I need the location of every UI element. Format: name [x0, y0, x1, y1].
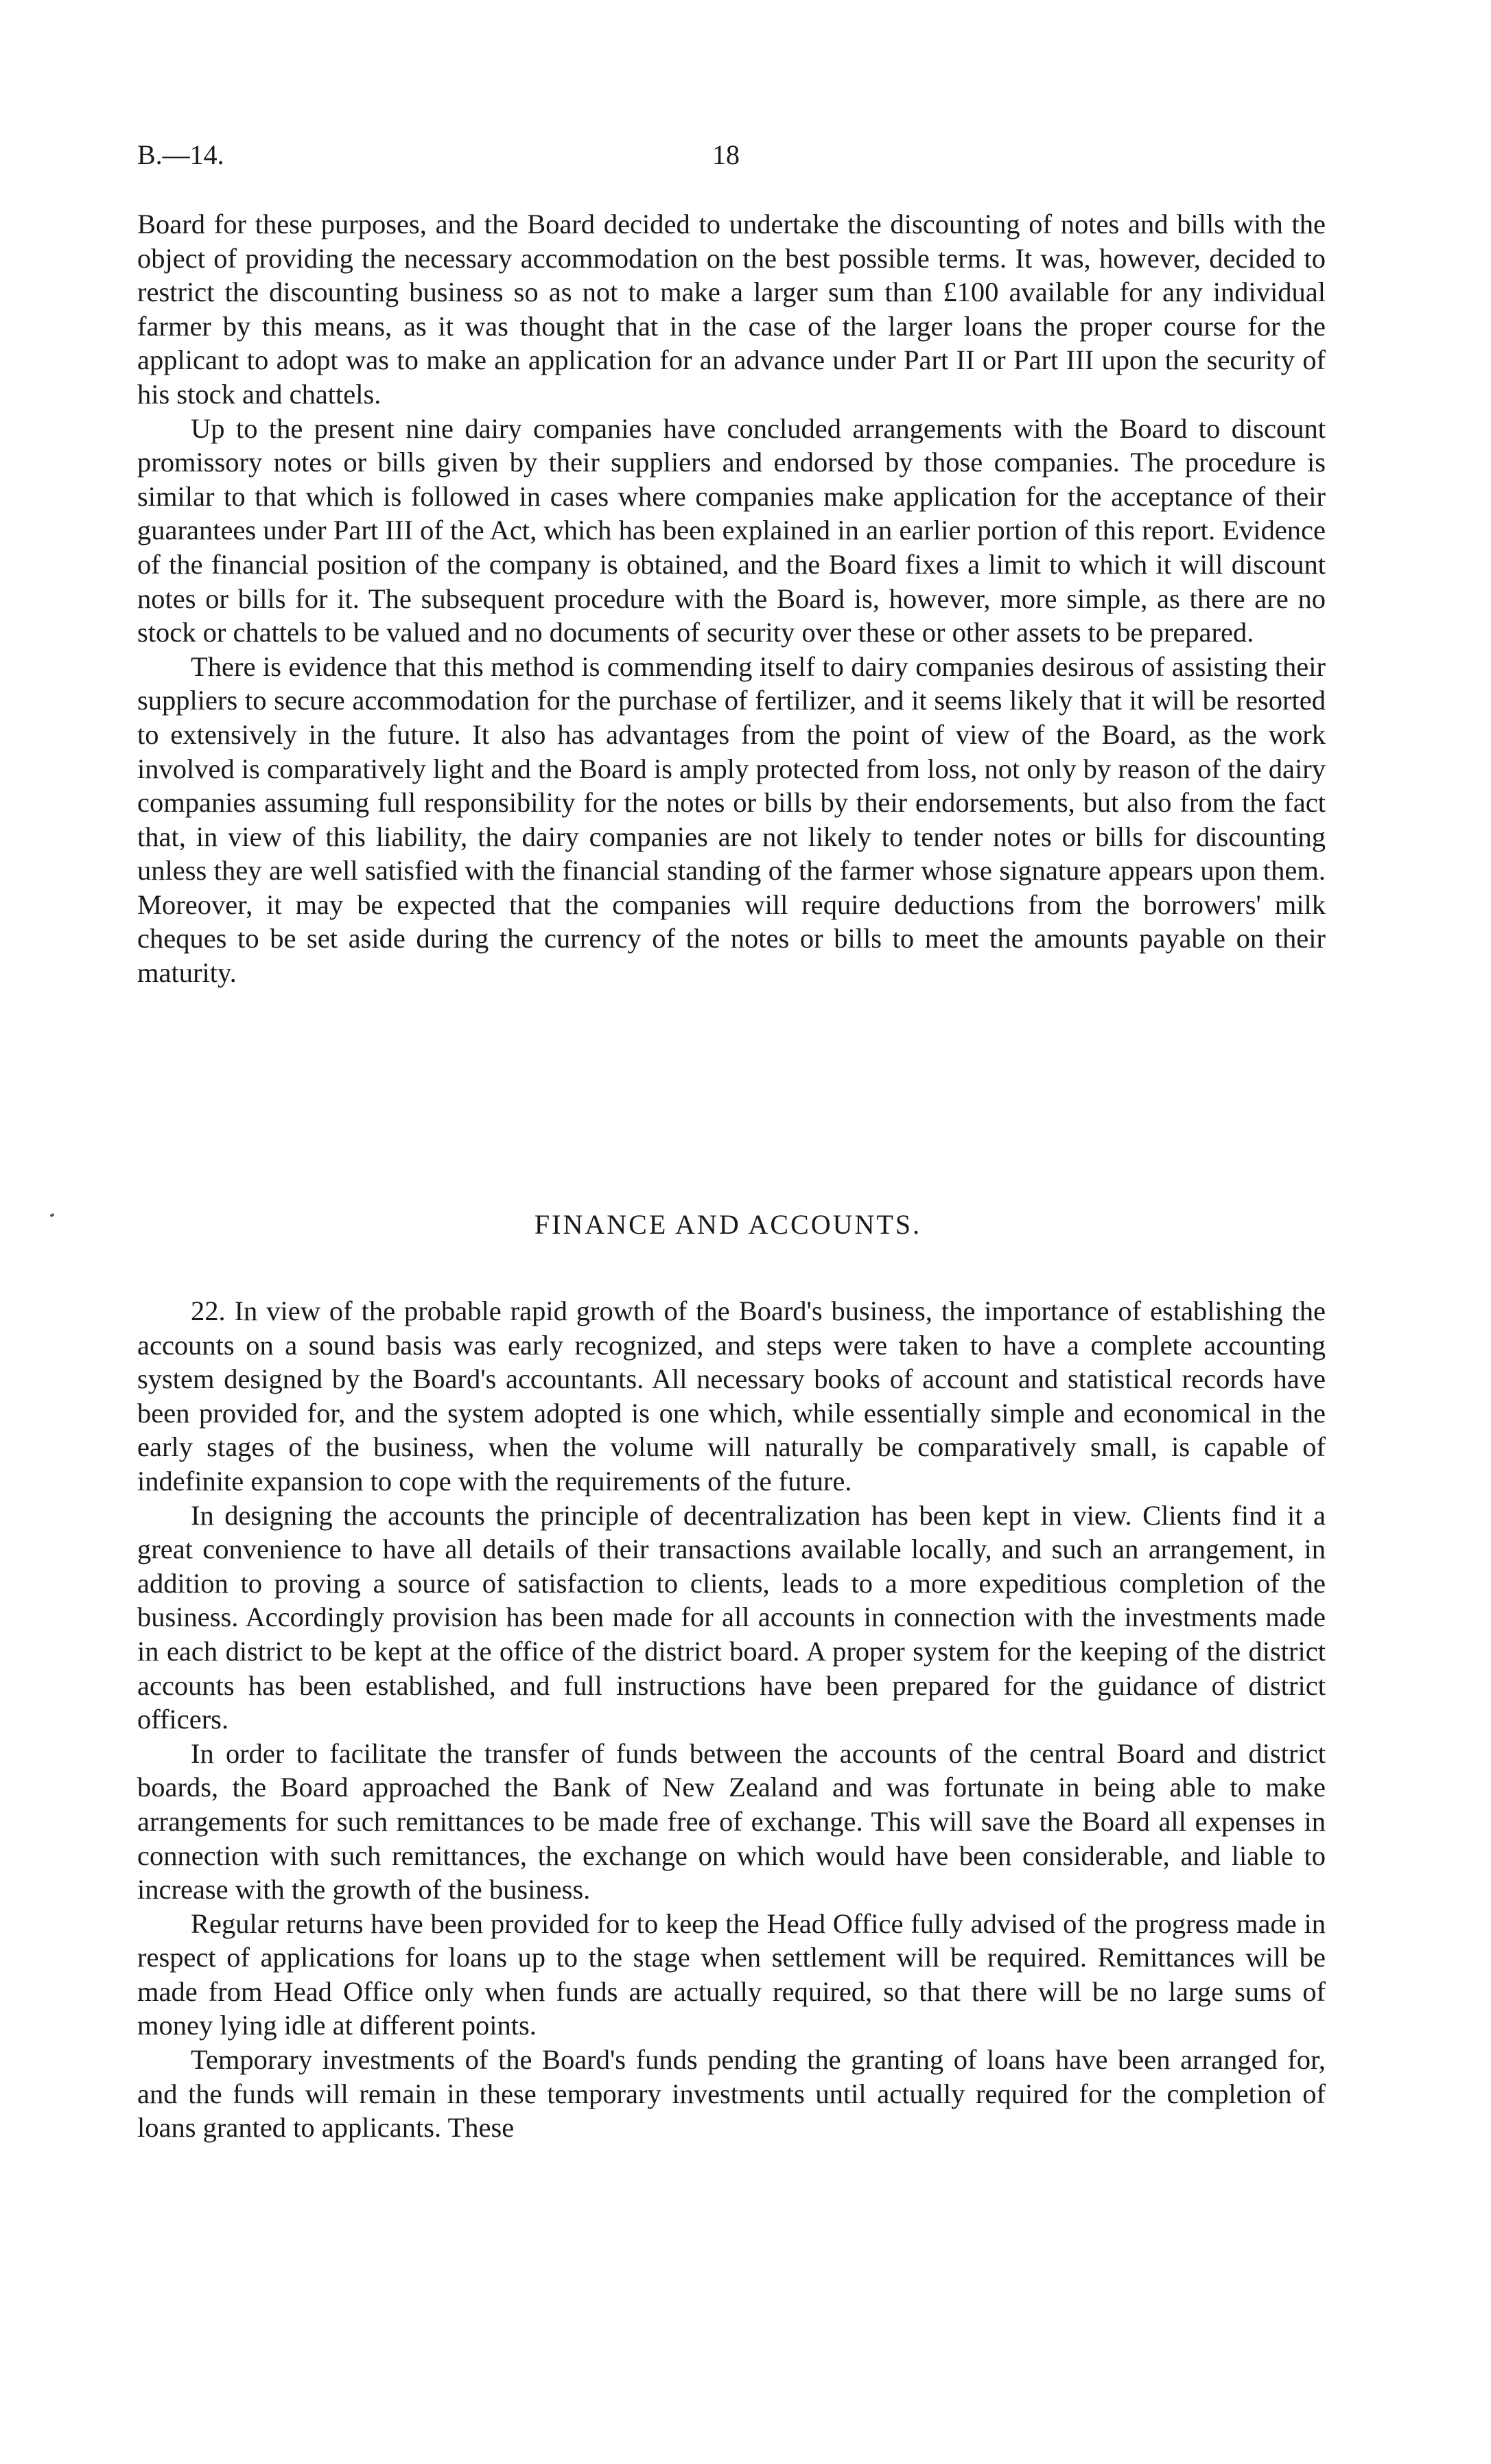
paragraph: 22. In view of the probable rapid growth of the Board's business, the importance of establishing the accounts on a sound basis was early recognized, and steps were taken to have a complete accounting system designed by the Board's accountants. All necessary books of account and statistical records have been provided for, and the system adopted is one which, while essentially simple and economical in the early stages of the business, when the volume will naturally be comparatively small, is capable of indefinite expansion to cope with the requirements of the future. — [137, 1295, 1326, 1497]
paragraph: In designing the accounts the principle of decentralization has been kept in view. Clients find it a great convenience to have all details of their transactions available locally, and such an arrangement, in addition to proving a source of satisfaction to clients, leads to a more expeditious completion of the business. Accordingly provision has been made for all accounts in connection with the investments made in each district to be kept at the office of the district board. A proper system for the keeping of the district accounts has been established, and full instructions have been prepared for the guidance of district officers. — [137, 1499, 1326, 1735]
section-heading — [137, 1204, 1326, 1245]
paragraph: Board for these purposes, and the Board decided to undertake the discounting of notes and bills with the object of providing the necessary accommodation on the best possible terms. It was, however, decided to restrict the discounting business so as not to make a larger sum than £100 available for any individual farmer by this means, as it was thought that in the case of the larger loans the proper course for the applicant to adopt was to make an application for an advance under Part II or Part III upon the security of his stock and chattels. — [137, 209, 1326, 410]
paragraph: Temporary investments of the Board's funds pending the granting of loans have been arranged for, and the funds will remain in these temporary investments until actually required for the completion of loans granted to applicants. These — [137, 2044, 1326, 2144]
paragraph: There is evidence that this method is commending itself to dairy companies desirous of assisting their suppliers to secure accommodation for the purchase of fertilizer, and it seems likely that it will be resorted to extensively in the future. It also has advantages from the point of view of the Board, as the work involved is comparatively light and the Board is amply protected from loss, not only by reason of the dairy companies assuming full responsibility for the notes or bills by their endorsements, but also from the fact that, in view of this liability, the dairy companies are not likely to tender notes or bills for discounting unless they are well satisfied with the financial standing of the farmer whose signature appears upon them. Moreover, it may be expected that the companies will require deductions from the borrowers' milk cheques to be set aside during the currency of the notes or bills to meet the amounts payable on their maturity. — [137, 650, 1326, 989]
finance-section — [137, 1294, 1326, 2145]
margin-mark — [49, 1213, 54, 1217]
paragraph: Up to the present nine dairy companies have concluded arrangements with the Board to discount promissory notes or bills given by their suppliers and endorsed by those companies. The procedure is similar to that which is followed in cases where companies make application for the acceptance of their guarantees under Part III of the Act, which has been explained in an earlier portion of this report. Evidence of the financial position of the company is obtained, and the Board fixes a limit to which it will discount notes or bills for it. The subsequent procedure with the Board is, however, more simple, as there are no stock or chattels to be valued and no documents of security over these or other assets to be prepared. — [137, 412, 1326, 648]
document-reference: B.—14. — [137, 139, 224, 170]
paragraph: Regular returns have been provided for to keep the Head Office fully advised of the progress made in respect of applications for loans up to the stage when settlement will be required. Remittances will be made from Head Office only when funds are actually required, so that there will be no large sums of money lying idle at different points. — [137, 1908, 1326, 2041]
discounting-section — [137, 207, 1326, 990]
section-heading-text: FINANCE AND ACCOUNTS. — [534, 1209, 922, 1240]
running-header — [137, 134, 1304, 176]
page-number: 18 — [712, 139, 740, 170]
paragraph: In order to facilitate the transfer of funds between the accounts of the central Board and district boards, the Board approached the Bank of New Zealand and was fortunate in being able to make arrangements for such remittances to be made free of exchange. This will save the Board all expenses in connection with such remittances, the exchange on which would have been considerable, and liable to increase with the growth of the business. — [137, 1737, 1326, 1905]
